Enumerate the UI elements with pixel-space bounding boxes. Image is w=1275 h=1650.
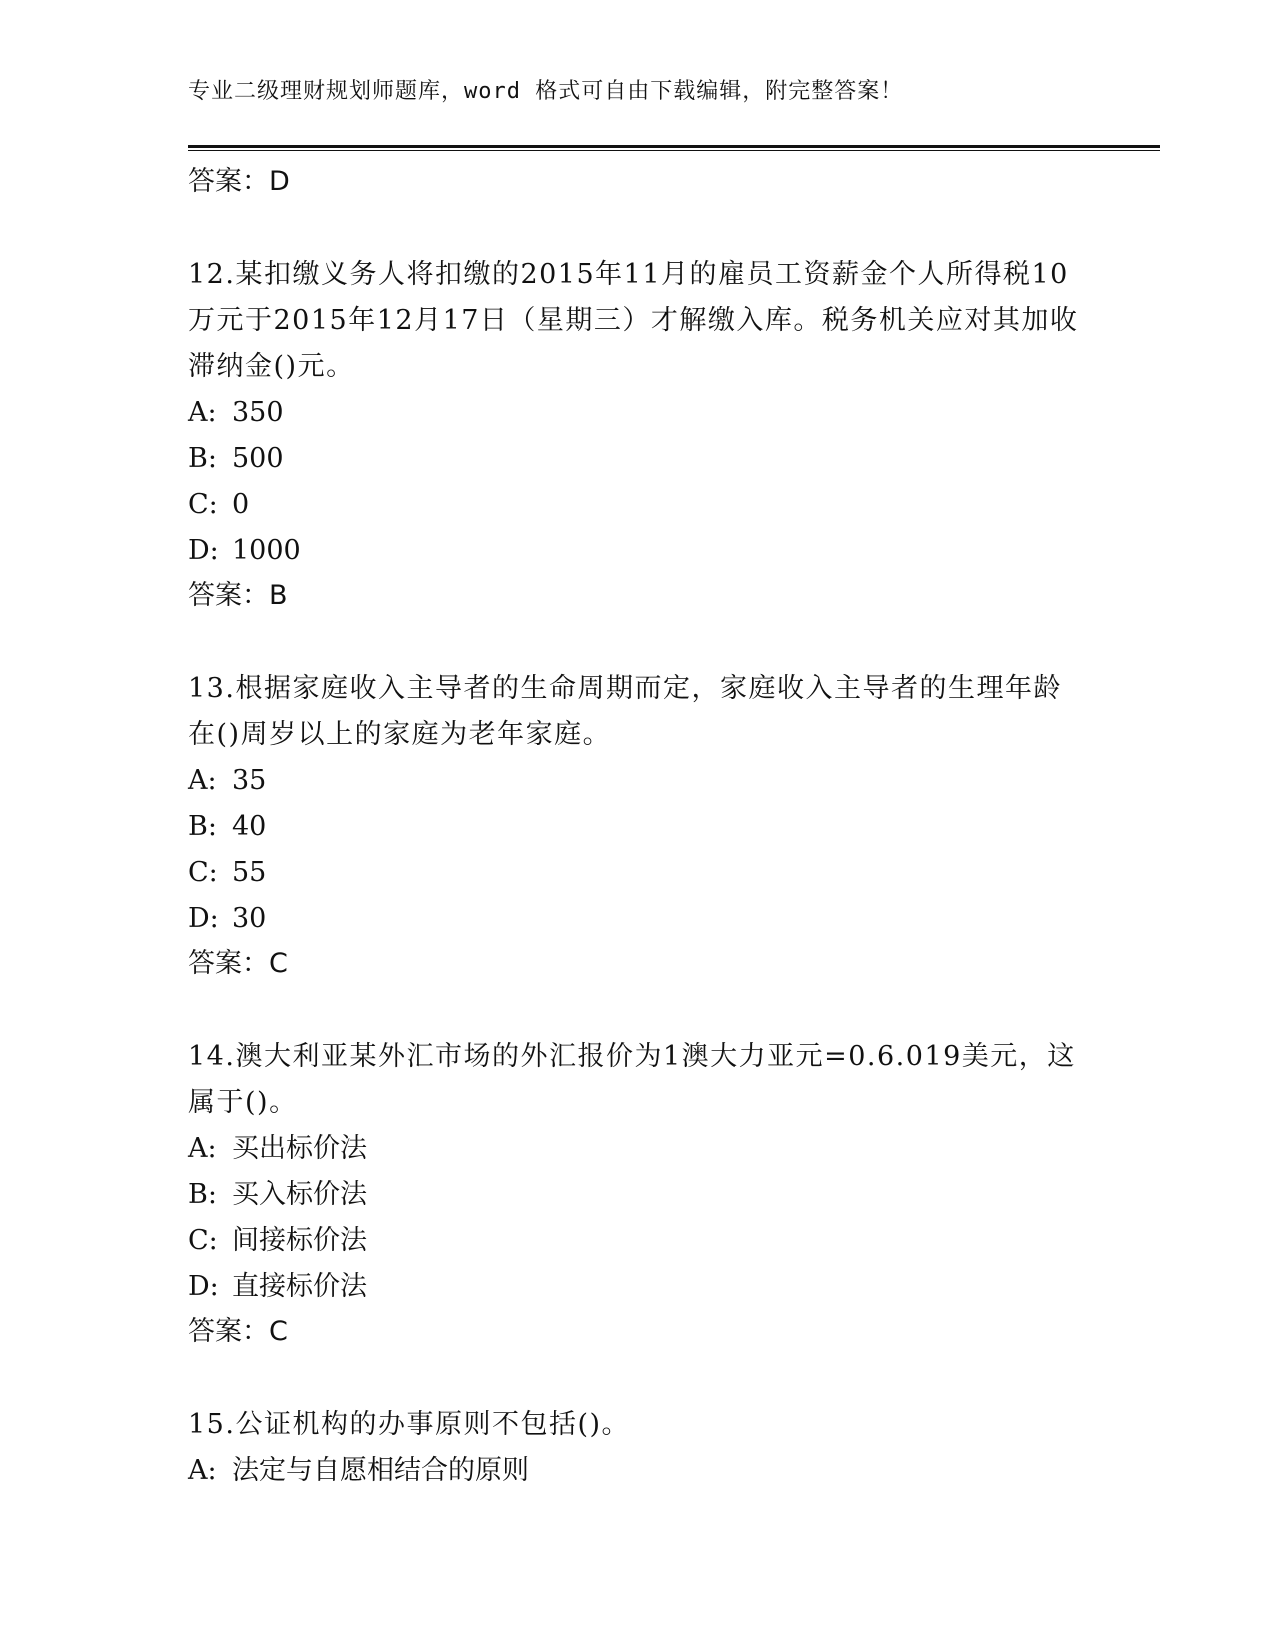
option-d	[188, 528, 1088, 574]
spacer	[188, 986, 1088, 1034]
option-d	[188, 896, 1088, 942]
header-rule-thick	[188, 145, 1160, 148]
option-label: A:	[188, 1133, 217, 1164]
option-label: B:	[188, 811, 217, 842]
question-text: 12.某扣缴义务人将扣缴的2015年11月的雇员工资薪金个人所得税10万元于2015年12月17日（星期三）才解缴入库。税务机关应对其加收滞纳金()元。	[188, 259, 1079, 382]
spacer	[188, 618, 1088, 666]
option-value: 55	[232, 857, 267, 888]
option-value: 0	[232, 489, 250, 520]
answer-line: 答案：C	[188, 1316, 288, 1347]
question-text: 14.澳大利亚某外汇市场的外汇报价为1澳大力亚元=0.6.019美元，这属于()。	[188, 1041, 1076, 1118]
answer-line: 答案：D	[188, 166, 290, 197]
option-label: C:	[188, 1225, 218, 1256]
option-d	[188, 1264, 1088, 1310]
question-block	[188, 1034, 1088, 1354]
option-value: 法定与自愿相结合的原则	[232, 1455, 529, 1486]
option-label: C:	[188, 489, 218, 520]
question-text: 15.公证机构的办事原则不包括()。	[188, 1409, 631, 1440]
option-value: 买入标价法	[232, 1179, 367, 1210]
question-block	[188, 1402, 1088, 1494]
option-b	[188, 804, 1088, 850]
option-label: B:	[188, 1179, 217, 1210]
spacer	[188, 204, 1088, 252]
option-a	[188, 1448, 1088, 1494]
option-value: 500	[232, 443, 284, 474]
option-label: D:	[188, 1271, 219, 1302]
option-value: 间接标价法	[232, 1225, 367, 1256]
option-label: A:	[188, 397, 217, 428]
option-a	[188, 390, 1088, 436]
option-a	[188, 758, 1088, 804]
option-label: D:	[188, 535, 219, 566]
question-block	[188, 252, 1088, 618]
answer-line: 答案：B	[188, 580, 288, 611]
option-c	[188, 1218, 1088, 1264]
answer-line: 答案：C	[188, 948, 288, 979]
option-b	[188, 436, 1088, 482]
question-text: 13.根据家庭收入主导者的生命周期而定，家庭收入主导者的生理年龄在()周岁以上的家庭为老年家庭。	[188, 673, 1062, 750]
document-body	[188, 160, 1088, 1494]
option-value: 35	[232, 765, 267, 796]
spacer	[188, 1354, 1088, 1402]
question-block	[188, 666, 1088, 986]
option-label: D:	[188, 903, 219, 934]
option-value: 1000	[232, 535, 301, 566]
option-label: A:	[188, 765, 217, 796]
option-a	[188, 1126, 1088, 1172]
option-value: 买出标价法	[232, 1133, 367, 1164]
option-value: 30	[232, 903, 267, 934]
option-label: C:	[188, 857, 218, 888]
option-value: 350	[232, 397, 284, 428]
option-c	[188, 482, 1088, 528]
option-value: 直接标价法	[232, 1271, 367, 1302]
header-rule-thin	[188, 150, 1160, 151]
option-b	[188, 1172, 1088, 1218]
option-c	[188, 850, 1088, 896]
option-label: A:	[188, 1455, 217, 1486]
option-label: B:	[188, 443, 217, 474]
page-header: 专业二级理财规划师题库，word 格式可自由下载编辑，附完整答案！	[188, 79, 904, 104]
option-value: 40	[232, 811, 267, 842]
